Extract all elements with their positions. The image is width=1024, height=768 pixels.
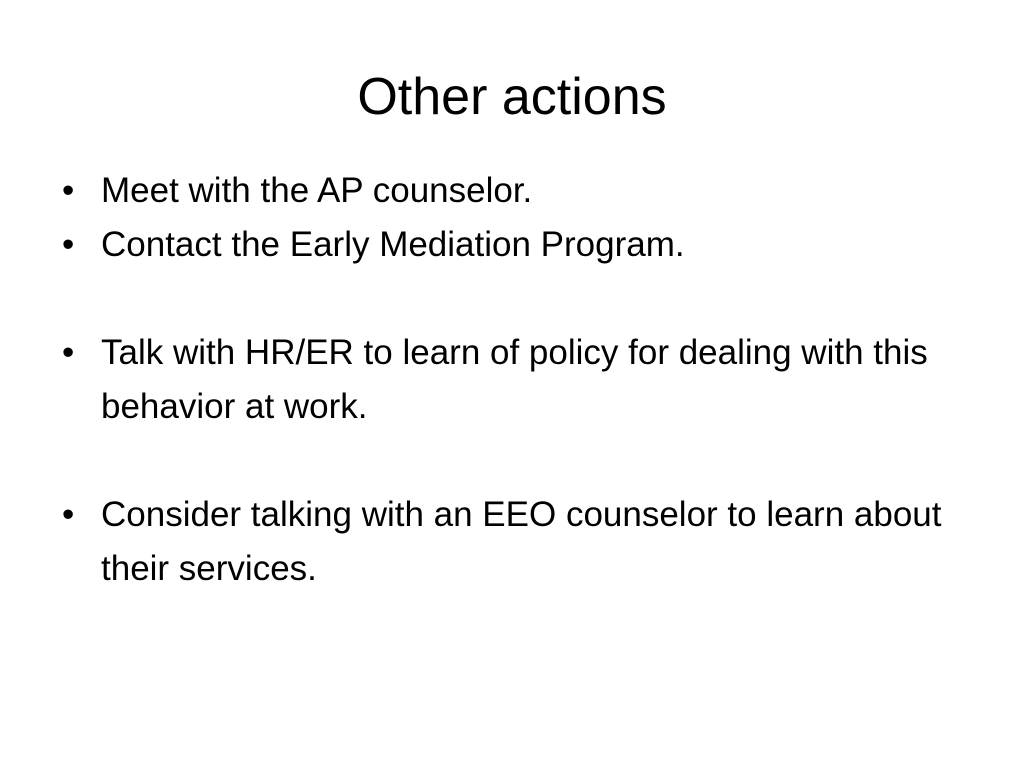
bullet-list (62, 164, 962, 596)
bullet-item (62, 488, 962, 596)
bullet-text: Talk with HR/ER to learn of policy for dealing with this behavior at work. (101, 333, 928, 426)
bullet-icon: • (62, 333, 75, 372)
bullet-text: Meet with the AP counselor. (101, 171, 533, 210)
bullet-text: Consider talking with an EEO counselor to learn about their services. (101, 495, 942, 588)
bullet-text: Contact the Early Mediation Program. (101, 225, 685, 264)
bullet-item (62, 218, 962, 272)
slide-title: Other actions (357, 68, 667, 126)
bullet-icon: • (62, 225, 75, 264)
bullet-item (62, 164, 962, 218)
bullet-icon: • (62, 495, 75, 534)
bullet-item (62, 326, 962, 434)
bullet-icon: • (62, 171, 75, 210)
